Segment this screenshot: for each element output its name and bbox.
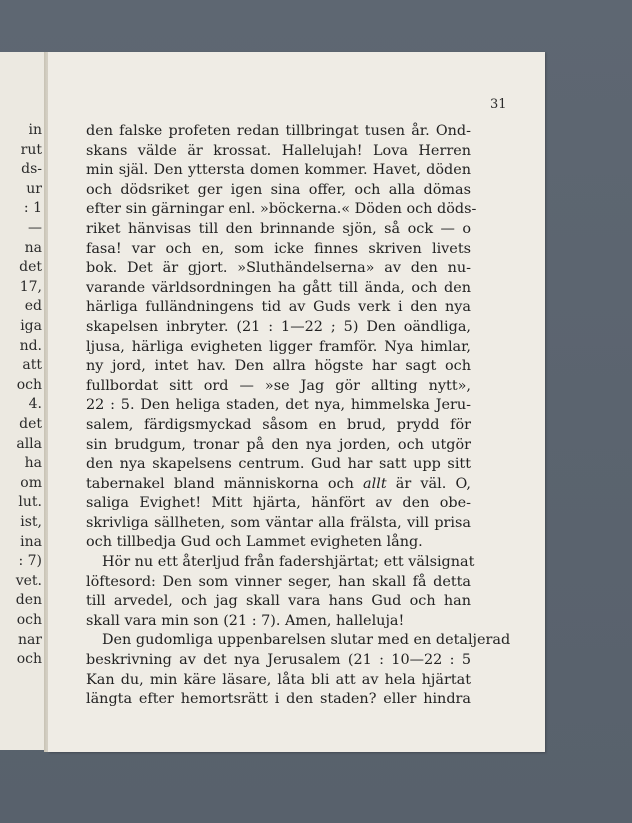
text-line: härliga fulländningens tid av Guds verk i den nya	[86, 299, 471, 316]
left-facing-page	[0, 52, 47, 750]
text-line: fullbordat sitt ord — »se Jag gör allting nytt»,	[86, 377, 471, 394]
text-line: min själ. Den yttersta domen kommer. Havet, döden	[86, 162, 471, 179]
facing-page-fragment: lut.	[18, 494, 42, 511]
emphasis-word: allt	[363, 475, 387, 492]
text-line: skapelsen inbryter. (21 : 1—22 ; 5) Den oändliga,	[86, 318, 471, 335]
text-line: salem, färdigsmyckad såsom en brud, prydd för	[86, 416, 471, 433]
text-line: skrivliga sällheten, som väntar alla frälsta, vill prisa	[86, 514, 471, 531]
text-line: bok. Det är gjort. »Sluthändelserna» av den nu-	[86, 260, 471, 277]
facing-page-fragment: ist,	[20, 514, 42, 530]
facing-page-fragment: alla	[16, 435, 42, 452]
facing-page-fragment: det	[19, 259, 42, 276]
facing-page-fragment: 4.	[28, 396, 42, 413]
facing-page-fragment: att	[22, 357, 42, 374]
page-number: 31	[490, 97, 507, 112]
text-line: 22 : 5. Den heliga staden, det nya, himmelska Jeru-	[86, 397, 471, 414]
text-line: beskrivning av det nya Jerusalem (21 : 10—22 : 5	[86, 652, 471, 669]
right-page	[48, 52, 545, 752]
text-line: den falske profeten redan tillbringat tusen år. Ond-	[86, 123, 471, 139]
facing-page-fragment: na	[24, 239, 42, 256]
text-line: skall vara min son (21 : 7). Amen, halleluja!	[86, 612, 405, 629]
text-segment: är väl. O,	[386, 475, 471, 492]
facing-page-fragment: ed	[24, 298, 42, 315]
facing-page-fragment: om	[20, 474, 42, 491]
facing-page-fragment: och	[16, 612, 42, 628]
text-line: och tillbedja Gud och Lammet evigheten lång.	[86, 534, 423, 551]
facing-page-fragment: —	[28, 220, 42, 236]
text-line: efter sin gärningar enl. »böckerna.« Döden och döds-	[86, 201, 477, 218]
body-text	[86, 122, 511, 710]
text-line: längta efter hemortsrätt i den staden? eller hindra	[86, 691, 471, 708]
facing-page-fragment: vet.	[15, 572, 42, 589]
facing-page-fragment: och	[16, 376, 42, 393]
text-line: saliga Evighet! Mitt hjärta, hänfört av den obe-	[86, 495, 471, 512]
facing-page-fragment: : 1	[23, 200, 42, 217]
text-line: skans välde är krossat. Hallelujah! Lova Herren	[86, 142, 471, 159]
facing-page-fragment: ina	[20, 533, 42, 550]
text-line: Hör nu ett återljud från fadershjärtat; ett välsignat	[102, 554, 475, 571]
facing-page-fragment: ur	[26, 180, 42, 197]
facing-page-fragment: den	[15, 592, 42, 609]
facing-page-fragment: ds-	[21, 161, 42, 178]
text-line: fasa! var och en, som icke finnes skriven livets	[86, 240, 471, 257]
facing-page-fragment: rut	[20, 141, 42, 158]
text-segment: tabernakel bland människorna och	[86, 475, 364, 492]
facing-page-fragment: 17,	[19, 278, 42, 295]
text-line	[86, 475, 471, 495]
text-line: och dödsriket ger igen sina offer, och alla dömas	[86, 181, 471, 198]
facing-page-fragment: nd.	[19, 337, 42, 354]
text-line: den nya skapelsens centrum. Gud har satt upp sitt	[86, 456, 471, 473]
text-line: ny jord, intet hav. Den allra högste har sagt och	[86, 358, 471, 375]
facing-page-fragment: ha	[24, 455, 42, 472]
text-line: riket hänvisas till den brinnande sjön, så ock — o	[86, 220, 471, 237]
facing-page-fragment: in	[28, 122, 42, 138]
text-line: till arvedel, och jag skall vara hans Gud och han	[86, 593, 471, 610]
facing-page-fragment: det	[19, 416, 42, 432]
text-line: ljusa, härliga evigheten ligger framför. Nya himlar,	[86, 338, 471, 355]
text-line: Kan du, min käre läsare, låta bli att av hela hjärtat	[86, 671, 471, 688]
text-line: Den gudomliga uppenbarelsen slutar med en detaljerad	[102, 632, 511, 649]
facing-page-fragment: och	[16, 651, 42, 668]
facing-page-fragment: iga	[20, 318, 42, 334]
facing-page-fragment: : 7)	[18, 553, 42, 570]
facing-page-fragment: nar	[17, 631, 42, 648]
text-line: sin brudgum, tronar på den nya jorden, och utgör	[86, 436, 471, 453]
text-line: löftesord: Den som vinner seger, han skall få detta	[86, 573, 471, 590]
text-line: varande världsordningen ha gått till ända, och den	[86, 279, 471, 296]
